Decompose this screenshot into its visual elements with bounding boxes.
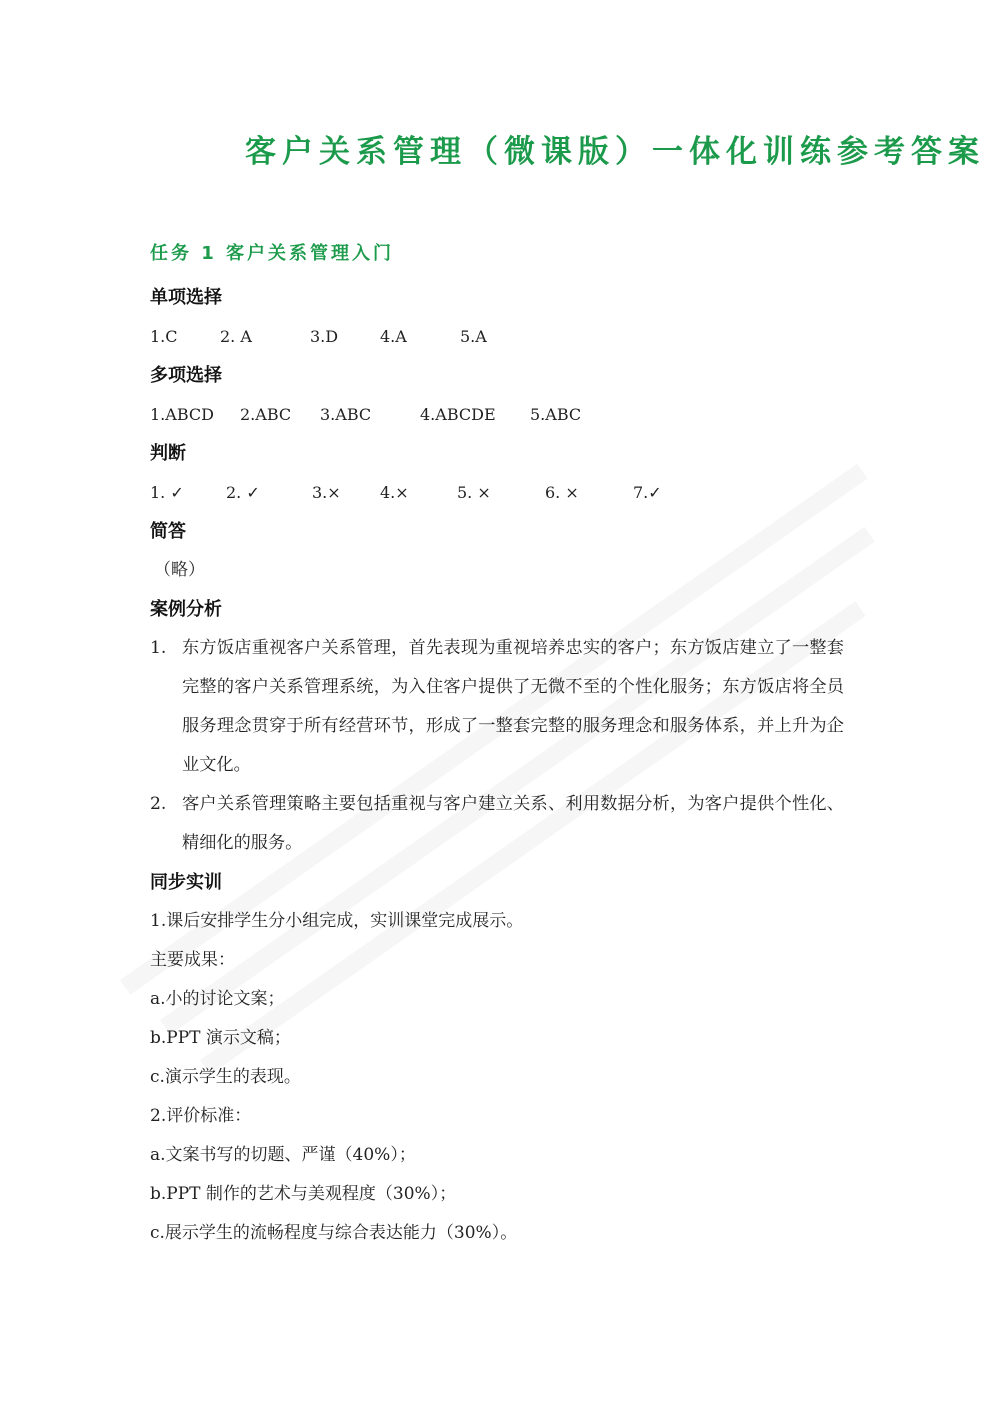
practice-line: a.文案书写的切题、严谨（40%）； — [150, 1145, 416, 1165]
answer-item: 3.× — [312, 483, 341, 502]
judgment-answers — [150, 473, 844, 512]
task-heading: 任务 1 客户关系管理入门 — [150, 243, 395, 264]
document-title: 客户关系管理（微课版）一体化训练参考答案 — [245, 134, 985, 170]
practice-line: 主要成果： — [150, 950, 235, 970]
practice-line: c.展示学生的流畅程度与综合表达能力（30%）。 — [150, 1223, 518, 1243]
judgment-heading: 判断 — [150, 443, 186, 464]
answer-item: 1.C — [150, 327, 178, 346]
multi-choice-answers — [150, 395, 844, 434]
answer-item: 2. ✓ — [226, 483, 260, 502]
practice-line: b.PPT 演示文稿； — [150, 1028, 291, 1048]
practice-line: b.PPT 制作的艺术与美观程度（30%）； — [150, 1184, 457, 1204]
single-choice-heading: 单项选择 — [150, 287, 222, 308]
practice-line: c.演示学生的表现。 — [150, 1067, 301, 1087]
answer-item: 7.✓ — [633, 483, 662, 502]
short-answer-text: （略） — [154, 560, 205, 580]
answer-item: 3.ABC — [320, 405, 372, 424]
answer-item: 5.A — [460, 327, 487, 346]
answer-item: 2. A — [220, 327, 252, 346]
item-text: 客户关系管理策略主要包括重视与客户建立关系、利用数据分析，为客户提供个性化、精细化的服务。 — [182, 794, 844, 853]
case-analysis-item — [150, 785, 844, 863]
short-answer-heading: 简答 — [150, 521, 186, 542]
answer-item: 4.× — [380, 483, 409, 502]
answer-item: 3.D — [310, 327, 339, 346]
answer-item: 1. ✓ — [150, 483, 184, 502]
item-number: 2. — [150, 794, 167, 814]
practice-heading: 同步实训 — [150, 872, 222, 893]
answer-item: 1.ABCD — [150, 405, 214, 424]
practice-line: 1.课后安排学生分小组完成，实训课堂完成展示。 — [150, 911, 524, 931]
answer-item: 5. × — [457, 483, 491, 502]
case-analysis-item — [150, 629, 844, 785]
answer-item: 2.ABC — [240, 405, 292, 424]
document-body — [150, 236, 844, 1253]
case-analysis-heading: 案例分析 — [150, 599, 222, 620]
item-number: 1. — [150, 638, 167, 658]
practice-line: 2.评价标准： — [150, 1106, 252, 1126]
practice-line: a.小的讨论文案； — [150, 989, 285, 1009]
answer-item: 6. × — [545, 483, 579, 502]
answer-item: 5.ABC — [530, 405, 582, 424]
multi-choice-heading: 多项选择 — [150, 365, 222, 386]
answer-item: 4.ABCDE — [420, 405, 496, 424]
answer-item: 4.A — [380, 327, 407, 346]
single-choice-answers — [150, 317, 844, 356]
item-text: 东方饭店重视客户关系管理，首先表现为重视培养忠实的客户；东方饭店建立了一整套完整的客户关系管理系统，为入住客户提供了无微不至的个性化服务；东方饭店将全员服务理念贯穿于所有经营环节，形成了一整套完整的服务理念和服务体系，并上升为企业文化。 — [182, 638, 844, 775]
